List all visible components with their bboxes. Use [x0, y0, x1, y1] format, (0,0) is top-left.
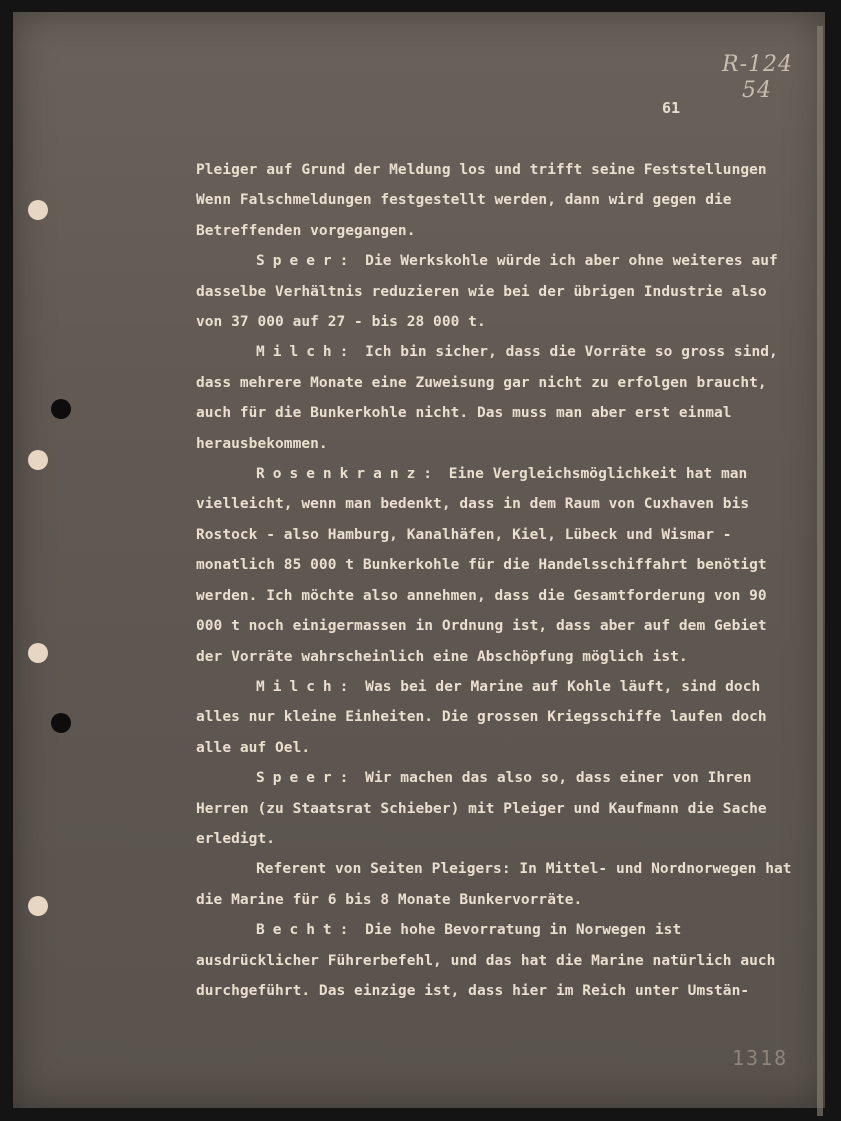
paragraph-text: Wir machen das also so, dass einer von Ihren Herren (zu Staatsrat Schieber) mit Pleiger und Kaufmann die Sache erledigt. — [196, 770, 767, 847]
punch-hole — [51, 399, 71, 419]
handwritten-note-ref: R-124 — [722, 52, 793, 77]
speaker-name: Speer: — [256, 253, 357, 270]
paragraph — [196, 459, 796, 672]
paragraph — [196, 246, 796, 337]
paragraph-text: Eine Vergleichsmöglichkeit hat man vielleicht, wenn man bedenkt, dass in dem Raum von Cuxhaven bis Rostock - also Hamburg, Kanalhäfen, Kiel, Lübeck und Wismar - monatlich 85 000 t Bunkerkohle für die Handelsschiffahrt benötigt werden. Ich möchte also annehmen, dass die Gesamtforderung von 90 000 t noch einigermassen in Ordnung ist, dass aber auf dem Gebiet der Vorräte wahrscheinlich eine Abschöpfung möglich ist. — [196, 466, 767, 665]
paragraph-text: Die hohe Bevorratung in Norwegen ist ausdrücklicher Führerbefehl, und das hat die Marine natürlich auch durchgeführt. Das einzige ist, dass hier im Reich unter Umstän- — [196, 922, 776, 999]
paragraph — [196, 155, 796, 246]
paragraph — [196, 763, 796, 854]
speaker-name: Milch: — [256, 678, 357, 695]
paragraph-text: Die Werkskohle würde ich aber ohne weiteres auf dasselbe Verhältnis reduzieren wie bei der übrigen Industrie also von 37 000 auf 27 - bis 28 000 t. — [196, 253, 778, 331]
paragraph-text: Was bei der Marine auf Kohle läuft, sind doch alles nur kleine Einheiten. Die grossen Kriegsschiffe laufen doch alle auf Oel. — [196, 678, 767, 756]
punch-hole — [28, 450, 48, 470]
punch-hole — [28, 200, 48, 220]
paragraph-text: Ich bin sicher, dass die Vorräte so gross sind, dass mehrere Monate eine Zuweisung gar nicht zu erfolgen braucht, auch für die Bunkerkohle nicht. Das muss man aber erst einmal herausbekommen. — [196, 344, 778, 452]
speaker-name: Rosenkranz: — [256, 466, 441, 483]
speaker-name: Becht: — [256, 922, 357, 939]
speaker-name: Milch: — [256, 344, 357, 361]
paragraph — [196, 672, 796, 763]
page-edge — [817, 26, 823, 1116]
punch-hole — [28, 643, 48, 663]
handwritten-note-num: 54 — [742, 78, 772, 103]
speaker-name: Speer: — [256, 770, 357, 787]
archive-stamp-number: 1318 — [732, 1046, 789, 1070]
typed-text-body — [196, 155, 796, 1006]
punch-hole — [51, 713, 71, 733]
page-number: 61 — [662, 99, 681, 117]
paragraph-text: Referent von Seiten Pleigers: In Mittel- und Nordnorwegen hat die Marine für 6 bis 8 Monate Bunkervorräte. — [196, 861, 792, 908]
punch-hole — [28, 896, 48, 916]
paragraph-text: Pleiger auf Grund der Meldung los und trifft seine Feststellungen Wenn Falschmeldungen festgestellt werden, dann wird gegen die Betreffenden vorgegangen. — [196, 162, 767, 239]
paragraph — [196, 915, 796, 1006]
paragraph — [196, 854, 796, 915]
paragraph — [196, 337, 796, 459]
